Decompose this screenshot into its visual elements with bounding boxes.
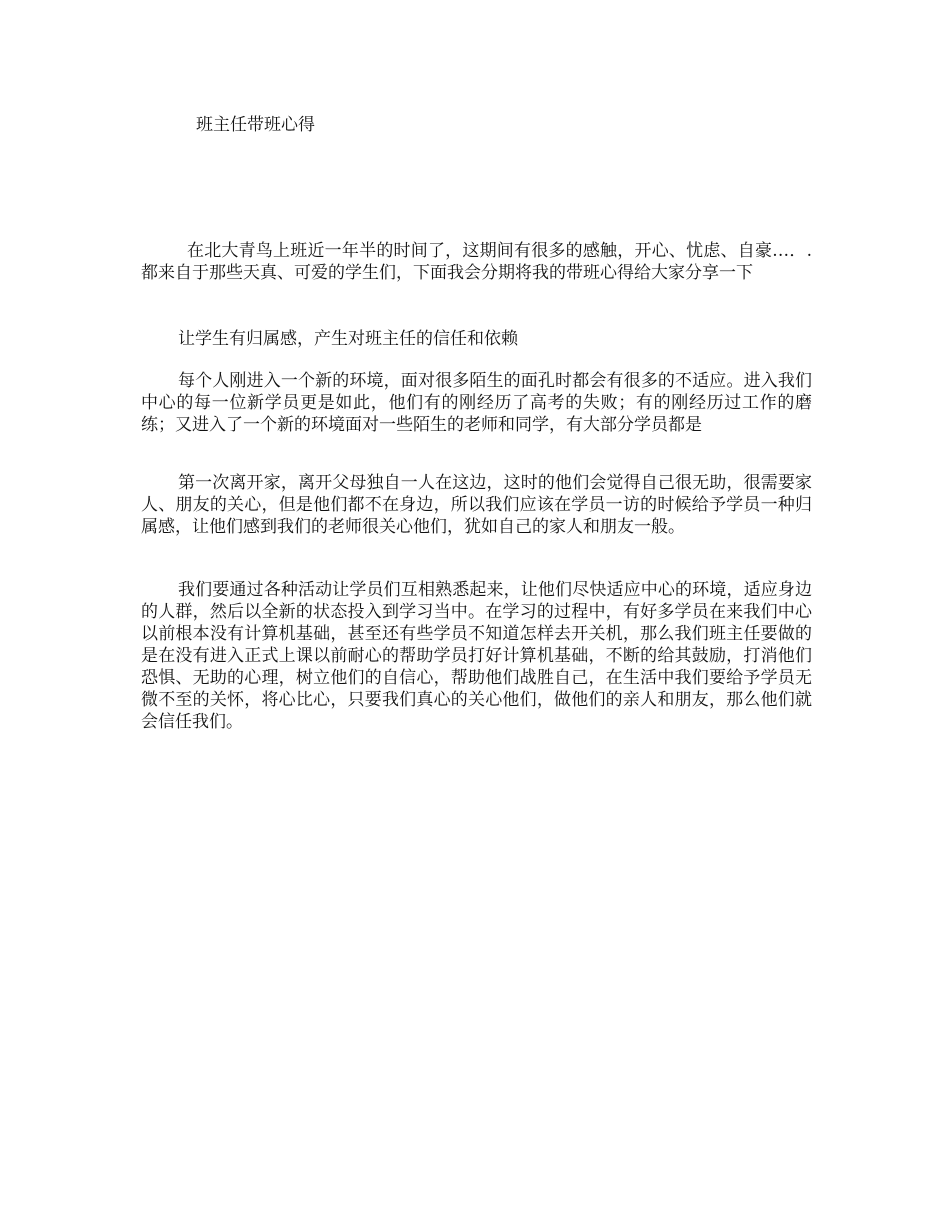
intro-paragraph: 在北大青鸟上班近一年半的时间了，这期间有很多的感触，开心、忧虑、自豪…．. 都来自于那些天真、可爱的学生们，下面我会分期将我的带班心得给大家分享一下	[141, 241, 812, 283]
document-title: 班主任带班心得	[196, 115, 315, 135]
body-paragraph-2: 第一次离开家，离开父母独自一人在这边，这时的他们会觉得自己很无助，很需要家人、朋友的关心，但是他们都不在身边，所以我们应该在学员一访的时候给予学员一种归属感，让他们感到我们的老师很关心他们，犹如自己的家人和朋友一般。	[141, 473, 812, 537]
body-paragraph-3: 我们要通过各种活动让学员们互相熟悉起来，让他们尽快适应中心的环境，适应身边的人群，然后以全新的状态投入到学习当中。在学习的过程中，有好多学员在来我们中心以前根本没有计算机基础，甚至还有些学员不知道怎样去开关机，那么我们班主任要做的是在没有进入正式上课以前耐心的帮助学员打好计算机基础，不断的给其鼓励，打消他们恐惧、无助的心理，树立他们的自信心，帮助他们战胜自己，在生活中我们要给予学员无微不至的关怀，将心比心，只要我们真心的关心他们，做他们的亲人和朋友，那么他们就会信任我们。	[141, 580, 812, 732]
body-paragraph-1: 每个人刚进入一个新的环境，面对很多陌生的面孔时都会有很多的不适应。进入我们中心的每一位新学员更是如此，他们有的刚经历了高考的失败；有的刚经历过工作的磨练；又进入了一个新的环境面对一些陌生的老师和同学，有大部分学员都是	[141, 371, 812, 435]
section-heading: 让学生有归属感，产生对班主任的信任和依赖	[178, 329, 518, 349]
